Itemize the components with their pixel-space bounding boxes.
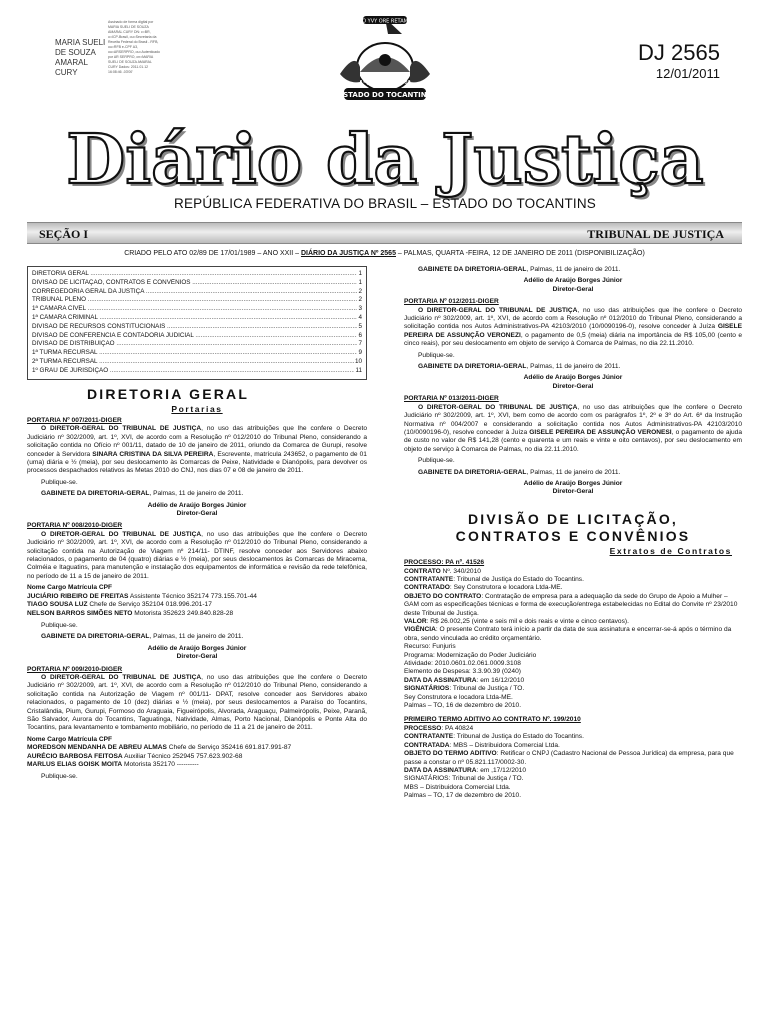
toc-entry-page: 2 xyxy=(358,296,362,304)
contract-field xyxy=(404,750,742,767)
toc-entry xyxy=(32,296,362,305)
contract-line: Programa: Modernização do Poder Judiciário xyxy=(404,651,537,659)
toc-entry-page: 4 xyxy=(358,313,362,321)
person-row xyxy=(27,601,367,609)
contract-field xyxy=(404,593,742,618)
toc-entry-page: 1 xyxy=(358,270,362,277)
signer-role: Diretor-Geral xyxy=(552,285,594,293)
edition-number: DJ 2565 xyxy=(638,40,720,65)
person-details: Chefe de Serviço 352104 018.996.201-17 xyxy=(87,601,212,609)
contract-field-key: CONTRATANTE xyxy=(404,733,454,741)
signer-role: Diretor-Geral xyxy=(176,510,218,518)
person-details: Motorista 352170 ---------- xyxy=(122,761,199,768)
person-name: NELSON BARROS SIMÕES NETO xyxy=(27,609,133,617)
publique-text: Publique-se. xyxy=(41,621,78,629)
contract-field-key: VIGÊNCIA xyxy=(404,626,436,634)
contract-field-key: OBJETO DO CONTRATO xyxy=(404,592,482,600)
contract-340-date: DATA DA ASSINATURA: em 16/12/2010 xyxy=(404,676,525,684)
section-heading-licitacao-2: CONTRATOS E CONVÊNIOS xyxy=(455,527,691,544)
publique-text: Publique-se. xyxy=(418,351,455,359)
list-header: Nome Cargo Matrícula CPF xyxy=(27,584,113,592)
contract-field xyxy=(404,584,742,592)
contract-field xyxy=(404,742,742,750)
toc-entry-page: 7 xyxy=(358,340,362,348)
seal-bottom-label: ESTADO DO TOCANTINS xyxy=(338,91,432,99)
contract-340-budget xyxy=(404,643,742,677)
toc-entry-page: 6 xyxy=(358,331,362,339)
toc-entry-name: DIVISÃO DE LICITAÇÃO, CONTRATOS E CONVÊNIOS ..... xyxy=(32,279,357,288)
toc-entry-name: TRIBUNAL PLENO ..... xyxy=(32,296,357,305)
contract-field-value: : Contratação de empresa para a adequação da sede do Grupo de Apoio a Mulher – GAM com as especificações técnicas e forma de execução/entrega estabelecidas no Edital do Convite nº 23/2010 deste Tribunal de Justiça. xyxy=(404,592,738,617)
toc-entry-name: DIVISÃO DE RECURSOS CONSTITUCIONAIS ..... xyxy=(32,323,357,332)
toc-entry xyxy=(32,270,362,279)
toc-entry xyxy=(32,279,362,288)
portaria-013-body: O DIRETOR-GERAL DO TRIBUNAL DE JUSTIÇA, no uso das atribuições que lhe confere o Decreto Judiciário nº 302/2009, art. 1º, XVI, bem como de acordo com os parágrafos 1º, 2º e 3º do Art. 6º da Instrução Normativa nº 004/2007 e considerando a solicitação contida nos Autos Administrativos-PA 42103/2010 (10/0090196-0), resolve conceder à Juíza GISELE PEREIRA DE ASSUNÇÃO VERONESI, o pagamento de ajuda de custo no valor de R$ 141,28 (cento e quarenta e um reais e vinte e oito centavos), por seu deslocamento em objeto de serviço à Comarca de Palmas, no dia 22.11.2010. xyxy=(404,403,743,453)
contract-line: MBS – Distribuidora Comercial Ltda. xyxy=(404,783,511,791)
subsection-portarias: Portarias xyxy=(171,403,223,414)
portaria-012-heading: PORTARIA Nº 012/2011-DIGER xyxy=(404,298,499,306)
contract-field-value: : PA 40824 xyxy=(441,724,474,732)
gabinete-line: GABINETE DA DIRETORIA-GERAL, Palmas, 11 de janeiro de 2011. xyxy=(41,490,244,498)
digital-signature-name: MARIA SUELI DE SOUZA AMARAL CURY xyxy=(55,38,106,77)
signer-role: Diretor-Geral xyxy=(552,382,594,390)
seal-left-label: 1º JAN xyxy=(360,80,376,86)
toc-entry-page: 9 xyxy=(358,349,362,357)
section-label: SEÇÃO I xyxy=(39,227,89,241)
portaria-009-body: O DIRETOR-GERAL DO TRIBUNAL DE JUSTIÇA, no uso das atribuições que lhe confere o Decreto Judiciário nº 302/2009, art. 1º, XVI, de acordo com a Resolução nº 012/2010 do Tribunal Pleno, considerando a solicitação contida na Autorização de Viagem nº 001/11- DPAT, resolve conceder aos Servidores abaixo relacionados, o pagamento de 10 (dez) diárias e ½ (meia), por seus deslocamentos a Paraíso do Tocantins, Cristalândia, Pium, Gurupi, Formoso do Araguaia, Figueirópolis, Alvorada, Araguaçu, Palmeirópolis, Peixe, Paranã, São Salvador, Aurora do Tocantins, Taguatinga, Natividade, Almas, Porto Nacional, Dianópolis e Ponte Alta do Tocantins, para levantamento e tombamento mobiliário, no período de 11 a 21 de janeiro de 2011. xyxy=(27,673,367,732)
masthead xyxy=(0,0,770,280)
republic-line: REPÚBLICA FEDERATIVA DO BRASIL – ESTADO DO TOCANTINS xyxy=(174,196,596,211)
person-row xyxy=(27,593,367,601)
portaria-012-body: O DIRETOR-GERAL DO TRIBUNAL DE JUSTIÇA, no uso das atribuições que lhe confere o Decreto Judiciário nº 302/2009, art. 1º, XVI, de acordo com a Resolução nº 012/2010 do Tribunal Pleno, considerando a solicitação contida nos Autos Administrativos-PA 42103/2010 (10/0090196-0), resolve conceder à Juíza GISELE PEREIRA DE ASSUNÇÃO VERONEZI, o pagamento de 0,5 (meia) diária na importância de R$ 105,00 (cento e cinco reais), por seu deslocamento em objeto de serviço à Comarca de Palmas, no dia 22.11.2010. xyxy=(404,306,742,348)
publique-text: Publique-se. xyxy=(418,457,455,465)
contract-field-key: CONTRATADO xyxy=(404,584,450,592)
toc-entry-page: 3 xyxy=(358,305,362,313)
contract-340-signatories: SIGNATÁRIOS: Tribunal de Justiça / TO. xyxy=(404,685,525,693)
contract-340-footer xyxy=(404,694,742,711)
signer-role: Diretor-Geral xyxy=(176,653,218,661)
person-name: MOREDSON MENDANHA DE ABREU ALMAS xyxy=(27,744,167,752)
signer-name: Adélio de Araújo Borges Júnior xyxy=(523,374,623,382)
publique-text: Publique-se. xyxy=(41,773,78,781)
toc-entry-name: 1ª CÂMARA CRIMINAL ..... xyxy=(32,314,357,323)
process-heading: PROCESSO: PA nº. 41526 xyxy=(404,559,485,567)
contract-field-value: : Tribunal de Justiça do Estado do Tocantins. xyxy=(453,733,584,741)
person-row xyxy=(27,610,367,618)
contract-line: Palmas – TO, 17 de dezembro de 2010. xyxy=(404,792,522,800)
contract-field-key: OBJETO DO TERMO ADITIVO xyxy=(404,750,497,758)
portaria-009-people xyxy=(27,744,367,769)
contract-field-key: CONTRATADA xyxy=(404,741,450,749)
edition-date: 12/01/2011 xyxy=(655,66,720,81)
publique-text: Publique-se. xyxy=(41,478,78,486)
section-heading-licitacao-1: DIVISÃO DE LICITAÇÃO, xyxy=(467,510,679,527)
toc-entry-name: DIVISÃO DE CONFERÊNCIA E CONTADORIA JUDICIAL ..... xyxy=(32,332,357,341)
toc-entry xyxy=(32,349,362,358)
signer-role: Diretor-Geral xyxy=(552,488,594,496)
contract-line: SIGNATÁRIOS: Tribunal de Justiça / TO. xyxy=(404,775,524,783)
toc-entry-page: 5 xyxy=(358,322,362,330)
toc-entry xyxy=(32,358,362,367)
portaria-007-heading: PORTARIA Nº 007/2011-DIGER xyxy=(27,416,122,424)
signer-name: Adélio de Araújo Borges Júnior xyxy=(523,479,623,487)
publication-title: Diário da Justiça xyxy=(66,120,704,200)
seal-top-label: CO YVY ORE RETAMA xyxy=(358,18,412,25)
contract-field xyxy=(404,733,742,741)
contract-line: Elemento de Despesa: 3.3.90.39 (0240) xyxy=(404,668,521,676)
portaria-007-body: O DIRETOR-GERAL DO TRIBUNAL DE JUSTIÇA, no uso das atribuições que lhe confere o Decreto Judiciário nº 302/2009, art. 1º, XVI, de acordo com a Resolução nº 012/2010 do Tribunal Pleno, considerando a solicitação contida no Ofício nº 001/11, datado de 10 de janeiro de 2011, oriundo da Comarca de Gurupi, resolve conceder à Servidora SINARA CRISTINA DA SILVA PEREIRA, Escrevente, matrícula 243652, o pagamento de 01 (uma) diária e ½ (meia), por seu deslocamento às Comarcas de Peixe, Natividade e Dianópolis, para devolver os processos despachados relativos às Metas 2010 do CNJ, nos dias 07 e 08 de janeiro de 2011. xyxy=(27,425,367,475)
contract-field-key: CONTRATO xyxy=(404,567,441,575)
gabinete-line: GABINETE DA DIRETORIA-GERAL, Palmas, 11 de janeiro de 2011. xyxy=(418,266,621,273)
portaria-008-people xyxy=(27,593,367,618)
contract-field-key: CONTRATANTE xyxy=(404,575,454,583)
contract-field-value: : MBS – Distribuidora Comercial Ltda. xyxy=(449,741,560,749)
toc-entry xyxy=(32,305,362,314)
left-column xyxy=(27,266,367,785)
gabinete-line: GABINETE DA DIRETORIA-GERAL, Palmas, 11 de janeiro de 2011. xyxy=(418,363,621,371)
contract-line: Atividade: 2010.0601.02.061.0009.3108 xyxy=(404,660,521,668)
contract-field-value: : em ,17/12/2010 xyxy=(476,766,527,774)
person-details: Auxiliar Técnico 252945 757.623.902-68 xyxy=(122,752,243,760)
signer-name: Adélio de Araújo Borges Júnior xyxy=(147,644,247,652)
person-details: Chefe de Serviço 352416 691.817.991-87 xyxy=(166,744,292,752)
contract-field-value: : R$ 26.002,25 (vinte e seis mil e dois reais e vinte e cinco centavos). xyxy=(426,618,629,625)
gabinete-line: GABINETE DA DIRETORIA-GERAL, Palmas, 11 de janeiro de 2011. xyxy=(41,633,244,641)
list-header: Nome Cargo Matrícula CPF xyxy=(27,735,113,743)
toc-entry-name: 1ª CÂMARA CÍVEL ..... xyxy=(32,305,357,314)
toc-entry-name: 2ª TURMA RECURSAL ..... xyxy=(32,358,354,367)
contract-field-value: : Retificar o CNPJ (Cadastro Nacional de Pessoa Jurídica) da empresa, para que passe a constar o nº 05.821.117/0002-30. xyxy=(404,750,734,766)
section-heading-diretoria: DIRETORIA GERAL xyxy=(87,385,250,402)
portaria-008-heading: PORTARIA Nº 008/2010-DIGER xyxy=(27,522,123,530)
seal-right-label: 1989 xyxy=(398,80,411,86)
person-details: Assistente Técnico 352174 773.155.701-44 xyxy=(128,592,257,600)
contract-line: Palmas – TO, 16 de dezembro de 2010. xyxy=(404,702,522,710)
contract-field xyxy=(404,626,742,643)
toc-entry xyxy=(32,340,362,349)
toc-entry-name: 1º GRAU DE JURISDIÇÃO ..... xyxy=(32,367,354,376)
portaria-009-heading: PORTARIA Nº 009/2010-DIGER xyxy=(27,665,123,673)
signer-name: Adélio de Araújo Borges Júnior xyxy=(147,501,247,509)
contract-field xyxy=(404,568,742,576)
toc-entry-page: 1 xyxy=(358,278,362,286)
portaria-013-heading: PORTARIA Nº 013/2011-DIGER xyxy=(404,395,499,403)
toc-entry-page: 10 xyxy=(354,357,362,365)
contract-field-key: PROCESSO xyxy=(404,724,442,732)
contract-field-value: Nº. 340/2010 xyxy=(440,567,481,575)
person-row xyxy=(27,761,367,769)
digital-signature-text: Assinado de forma digital por MARIA SUELI DE SOUZA AMARAL CURY DN: c=BR, o=ICP-Brasil, ou=Secretaria da Receita Federal do Brasil - RFB, ou=RFB e-CPF A3, ou=ARSERPRO, ou=Autenticado por AR SERPRO, cn=MARIA SUELI DE SOUZA AMARAL CURY Dados: 2011.01.12 16:08:46 -03'00' xyxy=(108,20,160,74)
toc-entry-name: DIRETORIA GERAL ..... xyxy=(32,270,357,279)
person-details: Motorista 352623 249.840.828-28 xyxy=(132,609,234,617)
contract-line: Sey Construtora e locadora Ltda-ME. xyxy=(404,693,513,701)
contract-340-details xyxy=(404,568,742,644)
person-row xyxy=(27,744,367,752)
toc-entry-name: CORREGEDORIA GERAL DA JUSTIÇA ..... xyxy=(32,288,357,297)
table-of-contents xyxy=(27,266,367,380)
contract-field xyxy=(404,576,742,584)
subsection-extratos: Extratos de Contratos xyxy=(609,545,732,556)
person-row xyxy=(27,753,367,761)
person-name: AURÉCIO BARBOSA FEITOSA xyxy=(27,752,123,760)
right-column xyxy=(404,266,742,801)
signer-name: Adélio de Araújo Borges Júnior xyxy=(523,277,623,285)
creation-line: CRIADO PELO ATO 02/89 DE 17/01/1989 – ANO XXII – DIÁRIO DA JUSTIÇA Nº 2565 – PALMAS, QUARTA -FEIRA, 12 DE JANEIRO DE 2011 (DISPONIBILIZAÇÃO) xyxy=(124,250,645,257)
toc-entry-name: 1ª TURMA RECURSAL ..... xyxy=(32,349,357,358)
person-name: TIAGO SOUSA LUZ xyxy=(27,601,88,609)
contract-field-value: : Sey Construtora e locadora Ltda-ME. xyxy=(449,584,563,592)
contract-field-key: DATA DA ASSINATURA xyxy=(404,766,477,774)
toc-entry xyxy=(32,323,362,332)
toc-entry-page: 2 xyxy=(358,287,362,295)
toc-entry-name: DIVISÃO DE DISTRIBUIÇÃO ..... xyxy=(32,340,357,349)
toc-entry xyxy=(32,288,362,297)
contract-line: Recurso: Funjuris xyxy=(404,643,456,651)
court-label: TRIBUNAL DE JUSTIÇA xyxy=(587,227,724,241)
amendment-heading: PRIMEIRO TERMO ADITIVO AO CONTRATO Nº. 199/2010 xyxy=(404,716,581,724)
toc-entry-page: 11 xyxy=(355,366,362,374)
contract-field-value: : O presente Contrato terá início a partir da data de sua assinatura e encerrar-se-á após o término da obra, sendo vinculada ao crédito orçamentário. xyxy=(404,626,732,642)
toc-entry xyxy=(32,332,362,341)
person-name: JUCIÁRIO RIBEIRO DE FREITAS xyxy=(27,592,129,600)
contract-field xyxy=(404,725,742,733)
amendment-footer xyxy=(404,775,742,800)
toc-entry xyxy=(32,367,362,376)
section-bar xyxy=(27,222,742,244)
amendment-details xyxy=(404,725,742,775)
portaria-008-body: O DIRETOR-GERAL DO TRIBUNAL DE JUSTIÇA, no uso das atribuições que lhe confere o Decreto Judiciário nº 302/2009, art. 1º, XVI, de acordo com a Resolução nº 012/2010 do Tribunal Pleno, considerando a solicitação contida na Autorização de Viagem nº 214/11- DTINF, resolve conceder aos Servidores abaixo relacionados, o pagamento de 04 (quatro) diárias e ½ (meia), por seus deslocamentos às Comarcas de Miracema, Colméia e Itaguatins, para manutenção e instalação dos equipamentos de informática e revisão da rede telefônica, no período de 11 a 15 de janeiro de 2011. xyxy=(27,530,367,580)
toc-entry xyxy=(32,314,362,323)
state-coat-of-arms-icon xyxy=(330,12,440,112)
gabinete-line: GABINETE DA DIRETORIA-GERAL, Palmas, 11 de janeiro de 2011. xyxy=(418,468,621,476)
contract-field-value: : Tribunal de Justiça do Estado do Tocantins. xyxy=(453,575,584,583)
person-name: MARLUS ELIAS GOISK MOITA xyxy=(27,761,123,768)
contract-field-key: VALOR xyxy=(404,618,427,625)
